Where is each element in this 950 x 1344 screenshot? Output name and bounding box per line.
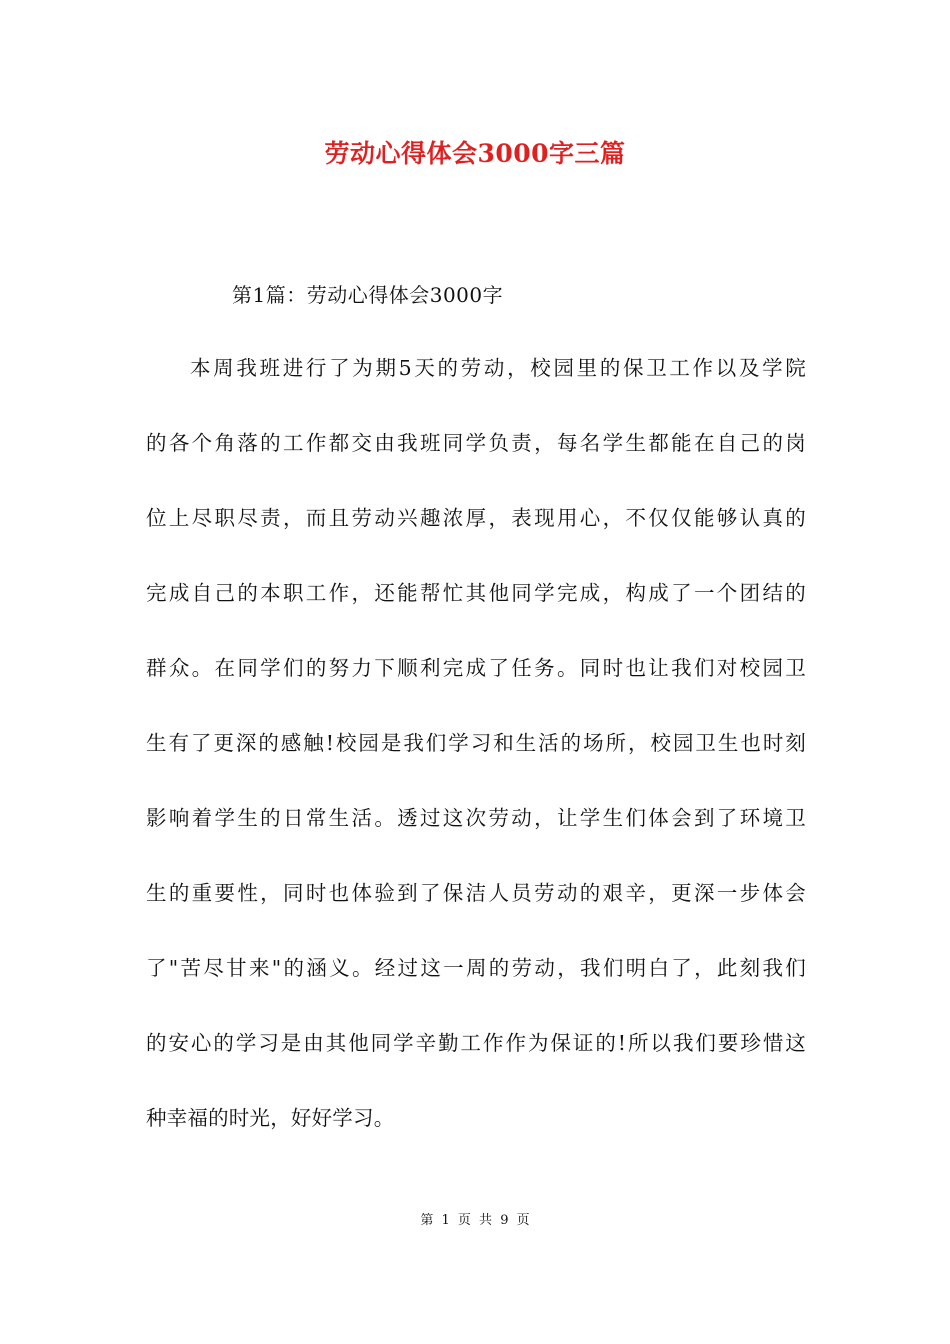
body-line: 的安心的学习是由其他同学辛勤工作作为保证的!所以我们要珍惜这 [146, 1031, 806, 1055]
body-line: 完成自己的本职工作，还能帮忙其他同学完成，构成了一个团结的 [146, 581, 806, 605]
body-line: 本周我班进行了为期5天的劳动，校园里的保卫工作以及学院 [190, 356, 806, 380]
body-line: 群众。在同学们的努力下顺利完成了任务。同时也让我们对校园卫 [146, 656, 806, 680]
body-paragraph [146, 350, 806, 1175]
body-line: 生的重要性，同时也体验到了保洁人员劳动的艰辛，更深一步体会 [146, 881, 806, 905]
page-number-footer: 第 1 页 共 9 页 [420, 1213, 530, 1228]
body-line: 的各个角落的工作都交由我班同学负责，每名学生都能在自己的岗 [146, 431, 806, 455]
body-line: 种幸福的时光，好好学习。 [146, 1106, 395, 1130]
body-line: 影响着学生的日常生活。透过这次劳动，让学生们体会到了环境卫 [146, 806, 806, 830]
section-heading: 第1篇：劳动心得体会3000字 [232, 283, 504, 307]
body-line: 位上尽职尽责，而且劳动兴趣浓厚，表现用心，不仅仅能够认真的 [146, 506, 806, 530]
document-title: 劳动心得体会3000字三篇 [324, 139, 626, 168]
body-line: 了"苦尽甘来"的涵义。经过这一周的劳动，我们明白了，此刻我们 [146, 956, 806, 980]
body-line: 生有了更深的感触!校园是我们学习和生活的场所，校园卫生也时刻 [146, 731, 806, 755]
